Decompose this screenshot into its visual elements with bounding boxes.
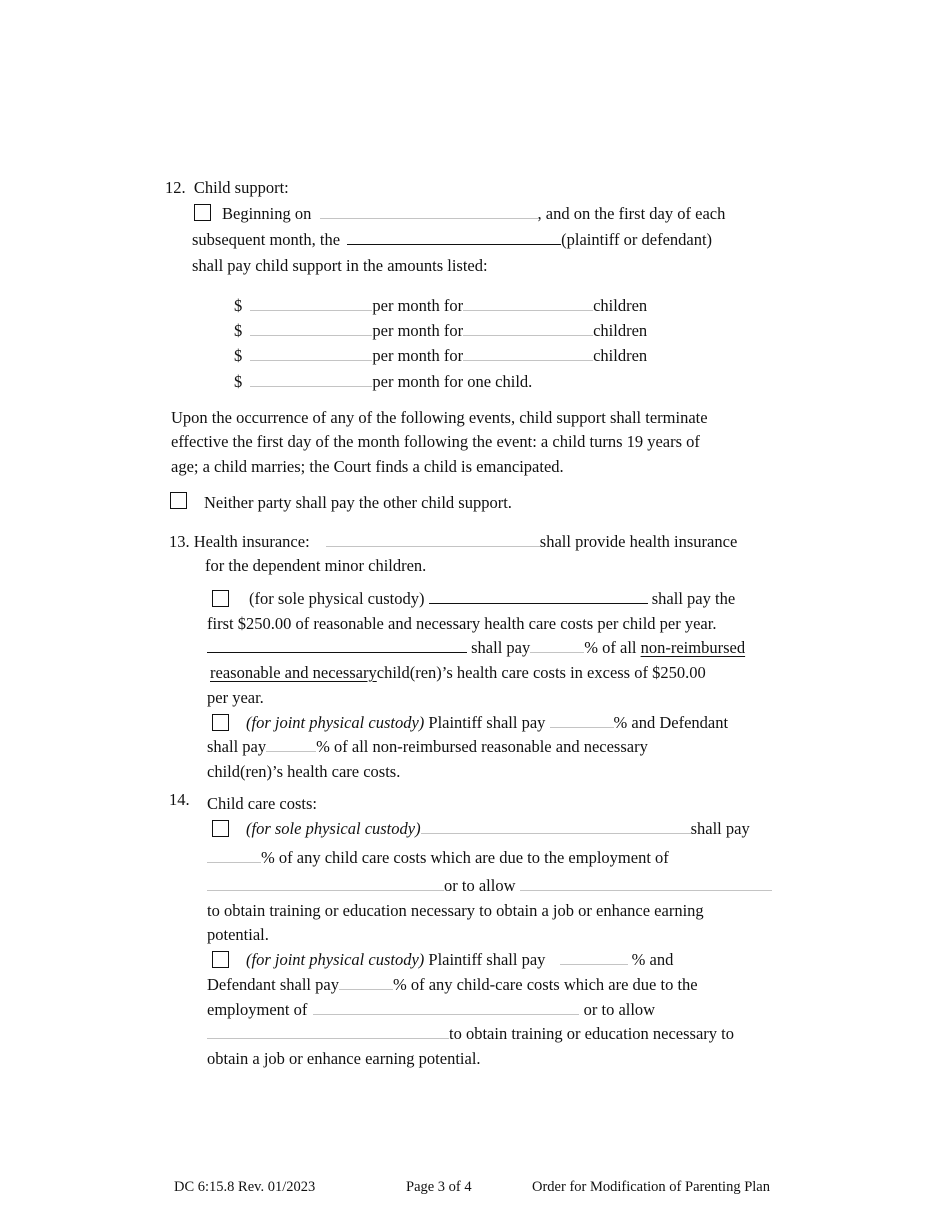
section-number: 13. bbox=[169, 532, 190, 551]
subsequent-month-line: subsequent month, the (plaintiff or defendant) bbox=[192, 230, 713, 249]
employment-of-line: or to allow bbox=[207, 876, 772, 896]
amount-row: $ per month for children bbox=[234, 321, 648, 340]
amount-field[interactable] bbox=[250, 346, 372, 361]
employment-of-line-2: employment of or to allow bbox=[207, 1000, 656, 1019]
amount-row-one-child: $ per month for one child. bbox=[234, 372, 533, 391]
paying-party-field[interactable] bbox=[347, 230, 561, 245]
children-count-field[interactable] bbox=[463, 296, 593, 311]
dependent-children-text: for the dependent minor children. bbox=[205, 556, 427, 575]
amount-field[interactable] bbox=[250, 296, 372, 311]
training-text-line: to obtain training or education necessary to obtain a job or enhance earning bbox=[207, 901, 704, 920]
section-12-heading bbox=[165, 178, 289, 198]
excess-costs-line: reasonable and necessarychild(ren)’s health care costs in excess of $250.00 bbox=[210, 663, 706, 682]
termination-line-3: age; a child marries; the Court finds a child is emancipated. bbox=[171, 457, 564, 476]
potential-text: potential. bbox=[207, 925, 269, 944]
nonreimbursed-payer-field[interactable] bbox=[207, 638, 467, 653]
training-parent-field[interactable] bbox=[520, 876, 772, 891]
no-child-support-text: Neither party shall pay the other child support. bbox=[204, 493, 512, 512]
health-sole-custody-checkbox[interactable] bbox=[212, 590, 229, 607]
section-13-heading: 13. Health insurance: shall provide health insurance bbox=[169, 532, 738, 551]
child-support-checkbox[interactable] bbox=[194, 204, 211, 221]
childcare-percent-line: % of any child care costs which are due to the employment of bbox=[207, 848, 669, 868]
termination-line-2: effective the first day of the month following the event: a child turns 19 years of bbox=[171, 432, 700, 451]
amount-row: $ per month for children bbox=[234, 346, 648, 365]
childcare-sole-custody-checkbox[interactable] bbox=[212, 820, 229, 837]
section-title: Health insurance: bbox=[193, 532, 310, 551]
beginning-on-line: Beginning on , and on the first day of each bbox=[222, 204, 726, 223]
childcare-sole-custody-line: (for sole physical custody) shall pay bbox=[246, 819, 750, 838]
amount-row: $ per month for children bbox=[234, 296, 648, 315]
plaintiff-percent-field[interactable] bbox=[550, 713, 614, 728]
no-child-support-checkbox[interactable] bbox=[170, 492, 187, 509]
section-title: Child support: bbox=[193, 178, 289, 197]
health-joint-custody-line: (for joint physical custody) Plaintiff shall pay % and Defendant bbox=[246, 713, 729, 732]
defendant-childcare-percent-field[interactable] bbox=[339, 975, 393, 990]
form-id: DC 6:15.8 Rev. 01/2023 bbox=[174, 1179, 316, 1195]
amount-field[interactable] bbox=[250, 372, 372, 387]
document-title: Order for Modification of Parenting Plan bbox=[532, 1179, 770, 1195]
amount-field[interactable] bbox=[250, 321, 372, 336]
childcare-joint-custody-line: (for joint physical custody) Plaintiff shall pay % and bbox=[246, 950, 674, 969]
per-year-text: per year. bbox=[207, 688, 264, 707]
training-line-2: to obtain training or education necessary to bbox=[207, 1024, 734, 1044]
childcare-joint-custody-checkbox[interactable] bbox=[212, 951, 229, 968]
obtain-job-text: obtain a job or enhance earning potential. bbox=[207, 1049, 481, 1068]
defendant-childcare-line: Defendant shall pay % of any child-care costs which are due to the bbox=[207, 975, 698, 994]
percent-field[interactable] bbox=[530, 638, 584, 653]
section-number: 12. bbox=[165, 178, 186, 197]
termination-line-1: Upon the occurrence of any of the following events, child support shall terminate bbox=[171, 408, 708, 427]
section-number: 14. bbox=[169, 790, 190, 809]
amounts-intro: shall pay child support in the amounts listed: bbox=[192, 256, 488, 275]
defendant-percent-field[interactable] bbox=[266, 737, 316, 752]
sole-payer-field[interactable] bbox=[429, 589, 648, 604]
children-count-field[interactable] bbox=[463, 346, 593, 361]
employed-parent-field-2[interactable] bbox=[313, 1000, 579, 1015]
training-parent-field-2[interactable] bbox=[207, 1024, 449, 1039]
plaintiff-childcare-percent-field[interactable] bbox=[560, 950, 628, 965]
first-250-text: first $250.00 of reasonable and necessary health care costs per child per year. bbox=[207, 614, 717, 633]
section-title: Child care costs: bbox=[207, 794, 317, 813]
start-date-field[interactable] bbox=[320, 204, 538, 219]
defendant-percent-line: shall pay % of all non-reimbursed reasonable and necessary bbox=[207, 737, 648, 756]
children-count-field[interactable] bbox=[463, 321, 593, 336]
insurance-provider-field[interactable] bbox=[326, 532, 540, 547]
health-joint-custody-checkbox[interactable] bbox=[212, 714, 229, 731]
health-sole-custody-line: (for sole physical custody) shall pay the bbox=[249, 589, 736, 608]
health-care-costs-text: child(ren)’s health care costs. bbox=[207, 762, 401, 781]
page-number: Page 3 of 4 bbox=[406, 1179, 472, 1195]
childcare-percent-field[interactable] bbox=[207, 848, 261, 863]
employed-parent-field[interactable] bbox=[207, 876, 444, 891]
childcare-payer-field[interactable] bbox=[421, 819, 691, 834]
percent-nonreimbursed-line: shall pay % of all non-reimbursed bbox=[207, 638, 745, 658]
